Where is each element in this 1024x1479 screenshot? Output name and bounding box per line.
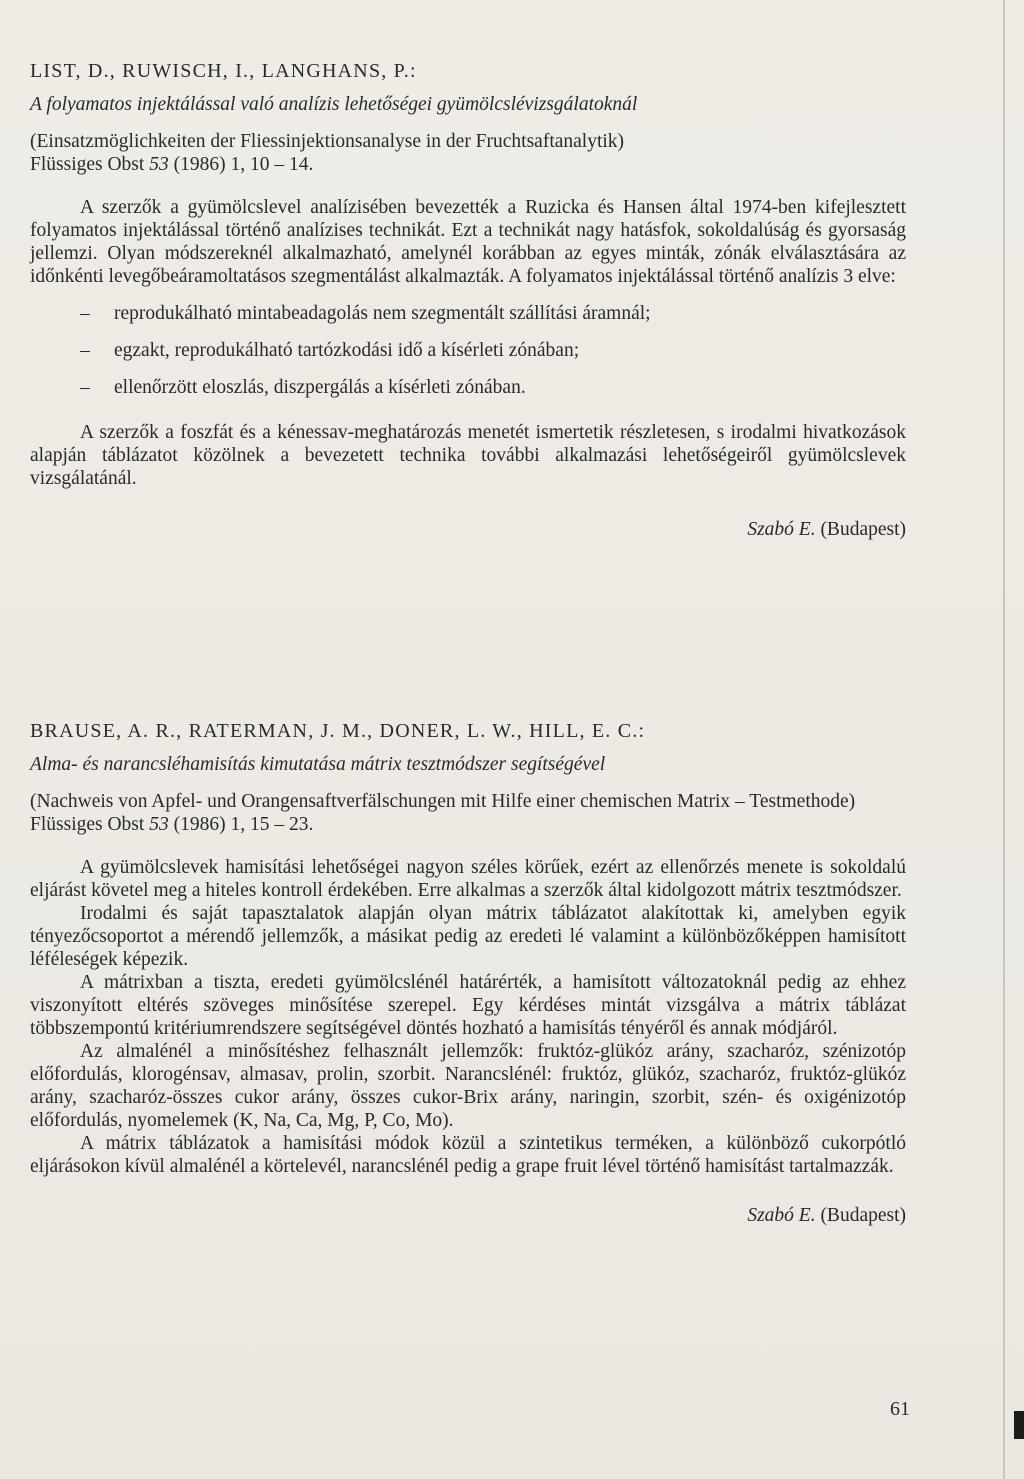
article-1-original-title: (Einsatzmöglichkeiten der Fliessinjektionsanalyse in der Fruchtsaftanalytik)	[30, 131, 625, 152]
article-2-signature: Szabó E. (Budapest)	[747, 1205, 906, 1226]
article-2-original-title: (Nachweis von Apfel- und Orangensaftverfälschungen mit Hilfe einer chemischen Matrix – Testmethode)	[30, 791, 856, 812]
list-item: – ellenőrzött eloszlás, diszpergálás a kísérleti zónában.	[80, 377, 526, 398]
page-edge-line	[1003, 0, 1005, 1479]
article-1	[30, 60, 906, 541]
page-number: 61	[890, 1398, 910, 1420]
article-2-authors: BRAUSE, A. R., RATERMAN, J. M., DONER, L. W., HILL, E. C.:	[30, 720, 646, 742]
article-1-paragraph-1: A szerzők a gyümölcslevel analízisében bevezették a Ruzicka és Hansen által 1974-ben kifejlesztett folyamatos injektálással történő analízises technikát. Ezt a technikát nagy hatásfok, sokoldalúság és gyorsaság jellemzi. Olyan módszereknél alkalmazható, amelynél korábban az egyes minták, zónák elválasztására az időnkénti levegőbeáramoltatásos szegmentálást alkalmazták. A folyamatos injektálással történő analízis 3 elve:	[30, 197, 906, 287]
article-2-paragraph: Irodalmi és saját tapasztalatok alapján olyan mátrix táblázatot alakítottak ki, amelyben egyik tényezőcsoportot a mérendő jellemzők, a másikat pedig az eredeti lé valamint a különbözőképpen hamisított léféleségek képezik.	[30, 903, 906, 970]
article-1-paragraph-2: A szerzők a foszfát és a kénessav-meghatározás menetét ismertetik részletesen, s irodalmi hivatkozások alapján táblázatot közölnek a bevezetett technika további alkalmazási lehetőségeiről gyümölcslevek vizsgálatánál.	[30, 422, 906, 489]
article-2-paragraph: Az almalénél a minősítéshez felhasznált jellemzők: fruktóz-glükóz arány, szacharóz, szénizotóp előfordulás, klorogénsav, almasav, prolin, szorbit. Narancslénél: fruktóz, glükóz, szacharóz, fruktóz-glükóz arány, szacharóz-összes cukor arány, összes cukor-Brix arány, naringin, szorbit, szén- és oxigénizotóp előfordulás, nyomelemek (K, Na, Ca, Mg, P, Co, Mo).	[30, 1041, 906, 1131]
article-2-title: Alma- és narancsléhamisítás kimutatása mátrix tesztmódszer segítségével	[30, 754, 606, 775]
article-2-paragraph: A gyümölcslevek hamisítási lehetőségei nagyon széles körűek, ezért az ellenőrzés menete is sokoldalú eljárást követel meg a hiteles kontroll érdekében. Erre alkalmas a szerzők által kidolgozott mátrix tesztmódszer.	[30, 857, 906, 901]
article-1-authors: LIST, D., RUWISCH, I., LANGHANS, P.:	[30, 60, 417, 82]
article-2	[30, 720, 906, 1227]
article-2-body	[30, 856, 906, 1178]
article-2-paragraph: A mátrix táblázatok a hamisítási módok közül a szintetikus terméken, a különböző cukorpótló eljárásokon kívül almalénél a körtelevél, narancslénél pedig a grape fruit lével történő hamisítást tartalmazzák.	[30, 1133, 906, 1177]
list-item: – reprodukálható mintabeadagolás nem szegmentált szállítási áramnál;	[80, 303, 651, 324]
article-1-source: Flüssiges Obst 53 (1986) 1, 10 – 14.	[30, 154, 314, 175]
article-2-source: Flüssiges Obst 53 (1986) 1, 15 – 23.	[30, 814, 314, 835]
list-item: – egzakt, reprodukálható tartózkodási idő a kísérleti zónában;	[80, 340, 580, 361]
article-1-principles-list	[30, 302, 906, 399]
page-edge-mark	[1014, 1411, 1024, 1439]
article-1-title: A folyamatos injektálással való analízis lehetőségei gyümölcslévizsgálatoknál	[30, 94, 638, 115]
article-1-signature: Szabó E. (Budapest)	[747, 519, 906, 540]
article-2-paragraph: A mátrixban a tiszta, eredeti gyümölcslénél határérték, a hamisított változatoknál pedig az ehhez viszonyított eltérés szöveges minősítése szerepel. Egy kérdéses mintát vizsgálva a mátrix táblázat többszempontú kritériumrendszere segítségével döntés hozható a hamisítás tényéről és annak módjáról.	[30, 972, 906, 1039]
